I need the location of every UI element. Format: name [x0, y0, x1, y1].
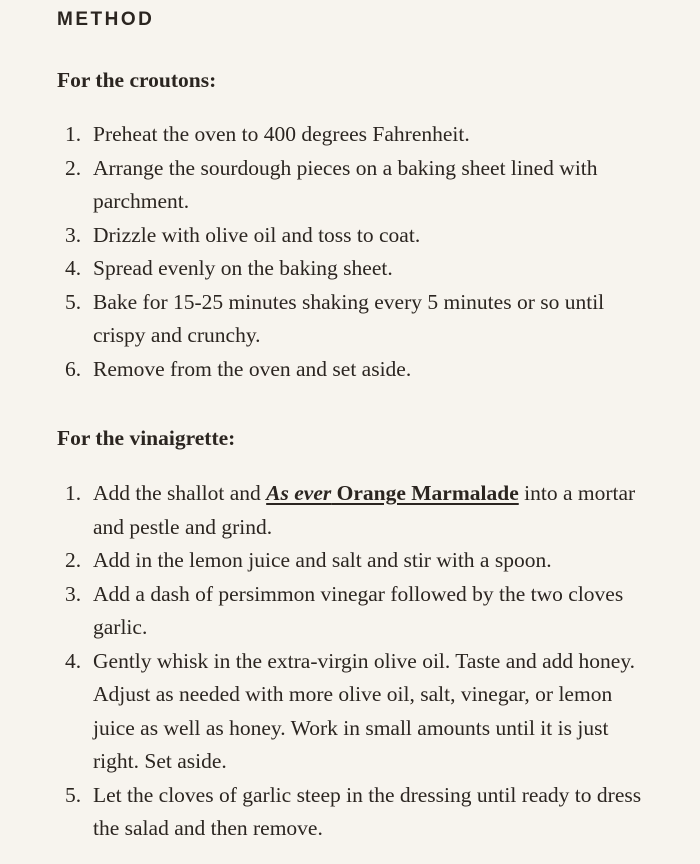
step-text: Remove from the oven and set aside. [93, 356, 412, 381]
step-text: Drizzle with olive oil and toss to coat. [93, 222, 421, 247]
list-item [57, 118, 657, 152]
step-text: Preheat the oven to 400 degrees Fahrenheit. [93, 122, 470, 146]
step-number: 2. [65, 155, 82, 180]
list-item [57, 219, 657, 253]
vinaigrette-steps [57, 477, 657, 846]
list-item [57, 353, 657, 387]
orange-marmalade-link[interactable] [266, 481, 519, 505]
step-number: 1. [65, 122, 82, 146]
step-text: Let the cloves of garlic steep in the dressing until ready to dress the salad and then remove. [93, 782, 642, 840]
step-number: 2. [65, 548, 82, 572]
step-text-after: into a mortar and pestle and grind. [93, 481, 636, 539]
step-number: 5. [65, 289, 82, 314]
step-number: 1. [65, 481, 82, 505]
step-number: 3. [65, 222, 82, 247]
list-item [57, 544, 657, 578]
step-text: Gently whisk in the extra-virgin olive oil. Taste and add honey. Adjust as needed with more olive oil, salt, vinegar, or lemon juice as well as honey. Work in small amounts until it is just right. Set aside. [93, 648, 636, 773]
step-text: Add a dash of persimmon vinegar followed by the two cloves garlic. [93, 581, 624, 639]
method-heading: METHOD [57, 9, 155, 30]
step-number: 3. [65, 581, 82, 606]
vinaigrette-title: For the vinaigrette: [57, 426, 236, 450]
step-number: 4. [65, 256, 82, 280]
croutons-title: For the croutons: [57, 68, 217, 92]
step-text: Bake for 15-25 minutes shaking every 5 minutes or so until crispy and crunchy. [93, 289, 605, 347]
step-text: Arrange the sourdough pieces on a baking sheet lined with parchment. [93, 155, 598, 213]
step-number: 4. [65, 648, 82, 673]
list-item [57, 645, 657, 779]
link-brand-text: As ever [266, 481, 332, 505]
list-item [57, 152, 657, 219]
list-item [57, 286, 657, 353]
croutons-steps [57, 118, 657, 386]
list-item [57, 477, 657, 544]
list-item [57, 578, 657, 645]
list-item [57, 252, 657, 286]
step-text: Add in the lemon juice and salt and stir with a spoon. [93, 548, 552, 572]
step-text: Spread evenly on the baking sheet. [93, 256, 393, 280]
list-item [57, 779, 657, 846]
link-product-text: Orange Marmalade [331, 481, 519, 505]
step-number: 5. [65, 782, 82, 807]
step-number: 6. [65, 356, 82, 381]
step-text-before: Add the shallot and [93, 481, 267, 505]
